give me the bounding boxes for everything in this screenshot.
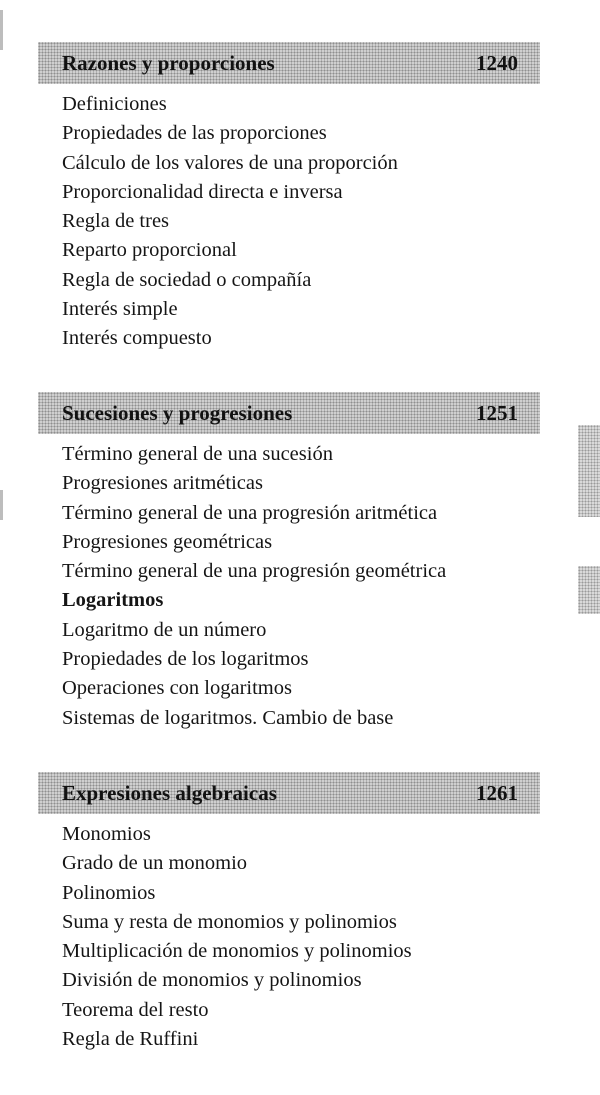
topic-item: Logaritmo de un número — [62, 618, 267, 641]
section-header — [38, 772, 540, 814]
section-sucesiones-y-progresiones — [38, 392, 540, 733]
section-topic-list — [38, 820, 540, 1054]
topic-item: Multiplicación de monomios y polinomios — [62, 940, 412, 963]
section-title: Expresiones algebraicas — [62, 780, 277, 805]
topic-item: Monomios — [62, 823, 151, 845]
subheading-logaritmos: Logaritmos — [62, 589, 164, 612]
section-topic-list — [38, 440, 540, 733]
section-title: Sucesiones y progresiones — [62, 400, 293, 425]
topic-item: Término general de una progresión aritmética — [62, 501, 438, 524]
topic-item: Sistemas de logaritmos. Cambio de base — [62, 706, 394, 729]
section-header — [38, 42, 540, 84]
topic-item: Grado de un monomio — [62, 852, 248, 875]
topic-item: Término general de una progresión geométrica — [62, 560, 447, 583]
section-page-number: 1240 — [476, 50, 518, 75]
topic-item: Cálculo de los valores de una proporción — [62, 151, 398, 174]
section-title: Razones y proporciones — [62, 50, 275, 75]
topic-item: Propiedades de los logaritmos — [62, 648, 309, 671]
topic-item: Operaciones con logaritmos — [62, 677, 292, 700]
topic-item: Definiciones — [62, 93, 167, 115]
topic-item: Interés compuesto — [62, 327, 212, 350]
section-razones-y-proporciones — [38, 42, 540, 354]
page-edge-mark — [0, 10, 3, 50]
thumb-index-tab — [578, 566, 600, 614]
page-edge-mark — [0, 490, 3, 520]
topic-item: Polinomios — [62, 881, 156, 904]
section-page-number: 1251 — [476, 400, 518, 425]
section-header — [38, 392, 540, 434]
topic-item: Progresiones aritméticas — [62, 472, 263, 495]
topic-item: Progresiones geométricas — [62, 530, 273, 553]
section-expresiones-algebraicas — [38, 772, 540, 1054]
topic-item: Término general de una sucesión — [62, 443, 333, 465]
topic-item: Regla de Ruffini — [62, 1028, 199, 1051]
section-topic-list — [38, 90, 540, 354]
topic-item: Proporcionalidad directa e inversa — [62, 180, 343, 203]
section-page-number: 1261 — [476, 780, 518, 805]
topic-item: Propiedades de las proporciones — [62, 122, 327, 145]
topic-item: Regla de sociedad o compañía — [62, 268, 312, 291]
topic-item: Teorema del resto — [62, 998, 209, 1021]
topic-item: División de monomios y polinomios — [62, 969, 362, 992]
topic-item: Interés simple — [62, 298, 178, 321]
thumb-index-tab — [578, 425, 600, 517]
topic-item: Reparto proporcional — [62, 239, 237, 262]
topic-item: Suma y resta de monomios y polinomios — [62, 910, 397, 933]
topic-item: Regla de tres — [62, 210, 170, 233]
